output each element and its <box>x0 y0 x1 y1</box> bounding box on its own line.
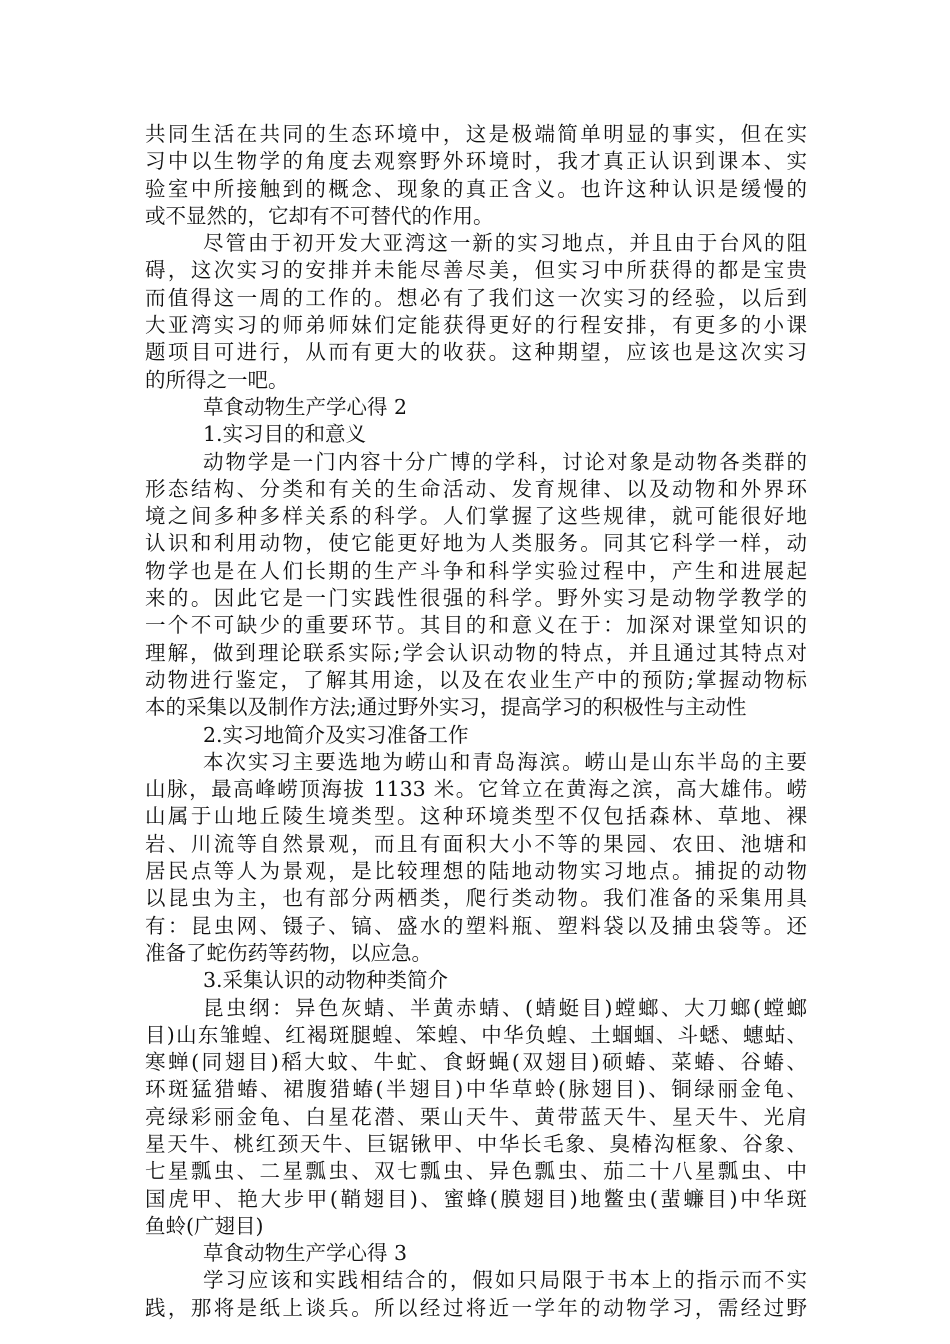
text-line: 亮绿彩丽金龟、白星花潜、栗山天牛、黄带蓝天牛、星天牛、光肩 <box>145 1104 807 1129</box>
text-line: 共同生活在共同的生态环境中，这是极端简单明显的事实，但在实 <box>145 122 807 146</box>
text-line: 山属于山地丘陵生境类型。这种环境类型不仅包括森林、草地、裸 <box>145 804 807 829</box>
text-line: 验室中所接触到的概念、现象的真正含义。也许这种认识是缓慢的 <box>145 176 807 201</box>
text-line: 认识和利用动物，使它能更好地为人类服务。同其它科学一样，动 <box>145 531 807 556</box>
text-line: 以昆虫为主，也有部分两栖类，爬行类动物。我们准备的采集用具 <box>145 886 807 911</box>
text-line: 动物学是一门内容十分广博的学科，讨论对象是动物各类群的 <box>203 449 807 474</box>
section-heading <box>145 722 807 749</box>
text-line: 环斑猛猎蝽、裙腹猎蝽(半翅目)中华草蛉(脉翅目)、铜绿丽金龟、 <box>145 1077 807 1102</box>
text-line: 一个不可缺少的重要环节。其目的和意义在于：加深对课堂知识的 <box>145 613 807 638</box>
section-heading <box>145 967 807 994</box>
text-line: 物学也是在人们长期的生产斗争和科学实验过程中，产生和进展起 <box>145 558 807 583</box>
text-line: 践，那将是纸上谈兵。所以经过将近一学年的动物学习，需经过野 <box>145 1295 807 1320</box>
text-line: 1.实习目的和意义 <box>203 422 367 447</box>
body-paragraph <box>145 1267 807 1322</box>
text-line: 鱼蛉(广翅目) <box>145 1213 264 1238</box>
text-line: 境之间多种多样关系的科学。人们掌握了这些规律，就可能很好地 <box>145 504 807 529</box>
text-line: 草食动物生产学心得 2 <box>203 394 408 419</box>
text-line: 3.采集认识的动物种类简介 <box>203 968 449 993</box>
body-paragraph <box>145 121 807 230</box>
text-line: 尽管由于初开发大亚湾这一新的实习地点，并且由于台风的阻 <box>203 231 807 256</box>
text-line: 岩、川流等自然景观，而且有面积大小不等的果园、农田、池塘和 <box>145 831 807 856</box>
text-line: 习中以生物学的角度去观察野外环境时，我才真正认识到课本、实 <box>145 149 807 174</box>
text-line: 或不显然的，它却有不可替代的作用。 <box>145 203 494 228</box>
text-line: 理解，做到理论联系实际;学会认识动物的特点，并且通过其特点对 <box>145 640 807 665</box>
section-heading <box>145 394 807 421</box>
text-line: 大亚湾实习的师弟师妹们定能获得更好的行程安排，有更多的小课 <box>145 313 807 338</box>
section-heading <box>145 1240 807 1267</box>
body-paragraph <box>145 449 807 722</box>
text-line: 而值得这一周的工作的。想必有了我们这一次实习的经验，以后到 <box>145 285 807 310</box>
text-line: 准备了蛇伤药等药物，以应急。 <box>145 940 432 965</box>
text-line: 昆虫纲：异色灰蜻、半黄赤蜻、(蜻蜓目)螳螂、大刀螂(螳螂 <box>203 995 807 1020</box>
document-page <box>145 121 807 1322</box>
text-line: 形态结构、分类和有关的生命活动、发育规律、以及动物和外界环 <box>145 476 807 501</box>
text-line: 的所得之一吧。 <box>145 367 289 392</box>
text-line: 草食动物生产学心得 3 <box>203 1241 408 1266</box>
text-line: 2.实习地简介及实习准备工作 <box>203 722 469 747</box>
text-line: 国虎甲、艳大步甲(鞘翅目)、蜜蜂(膜翅目)地鳖虫(蜚蠊目)中华斑 <box>145 1186 807 1211</box>
text-line: 目)山东雏蝗、红褐斑腿蝗、笨蝗、中华负蝗、土蝈蝈、斗蟋、蟪蛄、 <box>145 1022 807 1047</box>
text-line: 居民点等人为景观，是比较理想的陆地动物实习地点。捕捉的动物 <box>145 859 807 884</box>
text-line: 本的采集以及制作方法;通过野外实习，提高学习的积极性与主动性 <box>145 695 747 720</box>
text-line: 来的。因此它是一门实践性很强的科学。野外实习是动物学教学的 <box>145 586 807 611</box>
text-line: 寒蝉(同翅目)稻大蚊、牛虻、食蚜蝇(双翅目)硕蝽、菜蝽、谷蝽、 <box>145 1050 807 1075</box>
text-line: 七星瓢虫、二星瓢虫、双七瓢虫、异色瓢虫、茄二十八星瓢虫、中 <box>145 1159 807 1184</box>
text-line: 星天牛、桃红颈天牛、巨锯锹甲、中华长毛象、臭椿沟框象、谷象、 <box>145 1131 807 1156</box>
text-line: 碍，这次实习的安排并未能尽善尽美，但实习中所获得的都是宝贵 <box>145 258 807 283</box>
text-line: 题项目可进行，从而有更大的收获。这种期望，应该也是这次实习 <box>145 340 807 365</box>
body-paragraph <box>145 995 807 1241</box>
text-line: 学习应该和实践相结合的，假如只局限于书本上的指示而不实 <box>203 1268 807 1293</box>
body-paragraph <box>145 749 807 967</box>
text-line: 山脉，最高峰崂顶海拔 1133 米。它耸立在黄海之滨，高大雄伟。崂 <box>145 777 807 802</box>
text-line: 动物进行鉴定，了解其用途，以及在农业生产中的预防;掌握动物标 <box>145 667 807 692</box>
section-heading <box>145 421 807 448</box>
text-line: 有：昆虫网、镊子、镐、盛水的塑料瓶、塑料袋以及捕虫袋等。还 <box>145 913 807 938</box>
text-line: 本次实习主要选地为崂山和青岛海滨。崂山是山东半岛的主要 <box>203 749 807 774</box>
body-paragraph <box>145 230 807 394</box>
